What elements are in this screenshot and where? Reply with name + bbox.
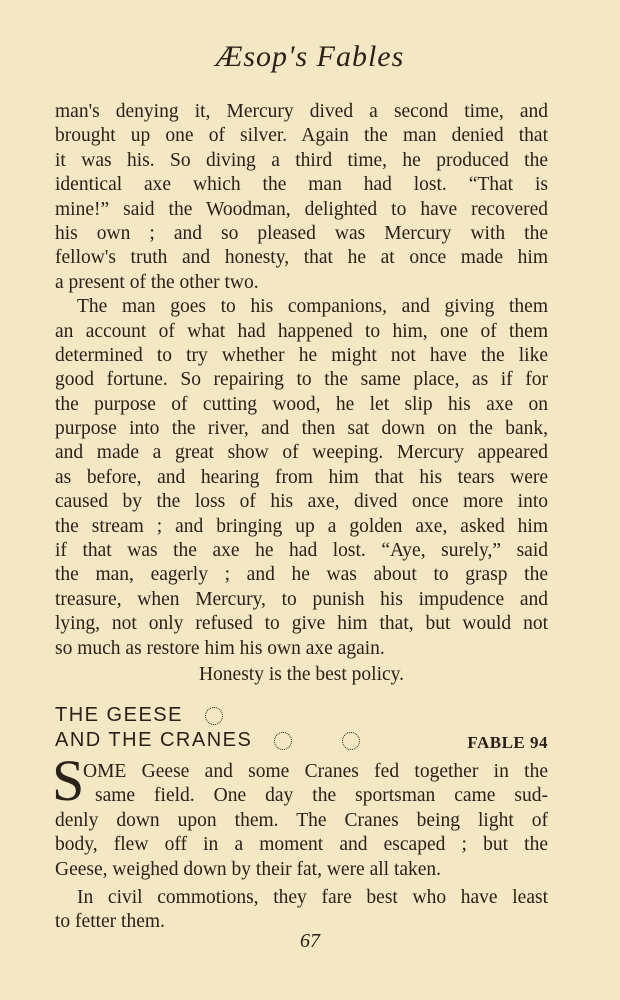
- running-header: Æsop's Fables: [215, 40, 405, 73]
- text-line: OME Geese and some Cranes fed together in the: [83, 761, 548, 782]
- page-number: 67: [300, 930, 320, 952]
- text-line: as before, and hearing from him that his tears were: [55, 466, 548, 488]
- moral: Honesty is the best policy.: [198, 663, 405, 685]
- fable-title-line2: AND THE CRANES: [55, 729, 253, 751]
- text-line: body, flew off in a moment and escaped ; but the: [55, 834, 548, 856]
- text-line: treasure, when Mercury, to punish his impudence and: [55, 588, 548, 610]
- flower-ornament-icon: [274, 732, 292, 750]
- text-line: brought up one of silver. Again the man denied that: [55, 125, 548, 147]
- text-line: man's denying it, Mercury dived a second time, and: [55, 101, 548, 122]
- text-line: The man goes to his companions, and giving them: [77, 296, 548, 318]
- fable-heading: [55, 703, 548, 753]
- text-line: good fortune. So repairing to the same place, as if for: [55, 369, 548, 391]
- text-line: lying, not only refused to give him that, but would not: [55, 613, 548, 635]
- text-line: In civil commotions, they fare best who have least: [77, 886, 548, 908]
- text-line: Geese, weighed down by their fat, were all taken.: [55, 858, 442, 880]
- drop-cap: S: [52, 748, 85, 813]
- text-line: a present of the other two.: [55, 271, 259, 293]
- text-line: mine!” said the Woodman, delighted to have recovered: [55, 198, 548, 220]
- fable-title-line1: THE GEESE: [55, 704, 183, 726]
- text-line: the purpose of cutting wood, he let slip his axe on: [55, 393, 548, 415]
- text-line: purpose into the river, and then sat down on the bank,: [55, 418, 548, 440]
- text-line: so much as restore him his own axe again.: [55, 637, 385, 659]
- fable-number: FABLE 94: [467, 733, 548, 752]
- text-line: it was his. So diving a third time, he produced the: [55, 149, 548, 171]
- text-line: determined to try whether he might not have the like: [55, 344, 548, 366]
- text-line: fellow's truth and honesty, that he at once made him: [55, 247, 548, 269]
- text-line: denly down upon them. The Cranes being light of: [55, 809, 548, 831]
- story-text: [55, 100, 548, 687]
- text-line: and made a great show of weeping. Mercury appeared: [55, 442, 548, 464]
- text-line: same field. One day the sportsman came sud-: [95, 785, 548, 807]
- text-line: the stream ; and bringing up a golden axe, asked him: [55, 515, 548, 537]
- text-line: caused by the loss of his axe, dived once more into: [55, 491, 548, 513]
- text-line: identical axe which the man had lost. “That is: [55, 174, 548, 196]
- text-line: to fetter them.: [55, 911, 165, 933]
- flower-ornament-icon: [342, 732, 360, 750]
- flower-ornament-icon: [205, 707, 223, 725]
- text-line: an account of what had happened to him, one of them: [55, 320, 548, 342]
- text-line: the man, eagerly ; and he was about to grasp the: [55, 564, 548, 586]
- text-line: if that was the axe he had lost. “Aye, surely,” said: [55, 540, 548, 562]
- fable-text: [52, 748, 548, 935]
- text-line: his own ; and so pleased was Mercury with the: [55, 222, 548, 244]
